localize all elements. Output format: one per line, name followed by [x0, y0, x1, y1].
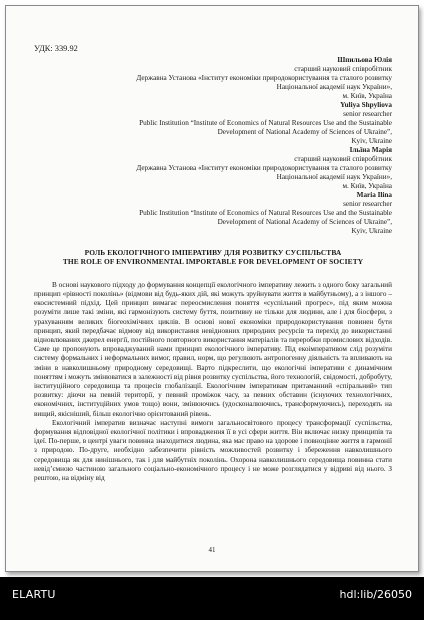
author-block: [34, 56, 392, 236]
author-position: senior researcher: [343, 110, 392, 118]
author-affiliation: Державна Установа «Інститут економіки природокористування та сталого розвитку: [136, 164, 392, 172]
author-name: Ільїна Марія: [349, 146, 392, 154]
repository-name: ELARTU: [12, 588, 56, 601]
author-name: Yuliya Shpyliova: [340, 101, 392, 109]
author-entry: [34, 101, 392, 146]
repository-footer-bar: [0, 577, 424, 620]
author-affiliation: Національної академії наук України»,: [276, 173, 392, 181]
page-number: 41: [208, 546, 216, 554]
author-affiliation: Development of National Academy of Sciences of Ukraine”,: [217, 218, 392, 226]
article-title-ukrainian: РОЛЬ ЕКОЛОГІЧНОГО ІМПЕРАТИВУ ДЛЯ РОЗВИТКУ СУСПІЛЬСТВА: [84, 248, 342, 257]
body-paragraph: В основі наукового підходу до формування концепції екологічного імперативу лежить з одного боку загальний принцип «рівності поколінь» (відмови від будь-яких дій, які можуть зруйнувати життя в майбутньому), а з іншого – екосистемний підхід. Цей принцип вимагає переосмислення поняття «суспільний прогрес», під яким можна розуміти лише такі зміни, які гармонізують систему буття, позитивну не тільки для людини, але і для біосфери, з урахуванням великих біогеохімічних циклів. В основі нової економіки природокористування повинен бути принцип, який передбачає відмову від використання невідновних природних ресурсів та перехід до використанні відновлюваних джерел енергії, постійного повторного використання матеріалів та переробки промислових відходів. Саме це пропонують впроваджуваний нами принцип екологічного імперативу. Під екоімперативом слід розуміти систему формальних і неформальних вимог, правил, норм, що регулюють антропогенну діяльність та впливають на зміни в навколишньому природному середовищі. Варто підкреслити, що екологічні імперативи є динамічним поняттям і можуть змінюватися в залежності від рівня розвитку суспільства, його технологій, свідомості, добробуту, інституційного середовища та процесів глобалізації. Екологічним імперативам притаманний «спіральний» тип розвитку: діючи на певній території, у певний проміжок часу, за певних обставин (існуючих технологічних, економічних, інституційних умов тощо) вони, змінюючись (удосконалюючись, трансформуючись), переходять на вищий, якісніший, більш екологічно орієнтований рівень.: [34, 280, 392, 418]
article-body: [34, 281, 392, 483]
author-entry: [34, 56, 392, 101]
author-affiliation: Public Institution “Institute of Economics of Natural Resources Use and the Sustainable: [139, 119, 392, 127]
author-entry: [34, 146, 392, 191]
udc-code: УДК: 339.92: [34, 44, 78, 53]
author-position: старший науковий співробітник: [294, 155, 392, 163]
author-name: Шпильова Юлія: [337, 56, 392, 64]
handle-identifier: hdl:lib/26050: [339, 588, 412, 601]
author-location: м. Київ, Україна: [342, 182, 392, 190]
body-paragraph: Екологічний імператив визначає наступні вимоги загальносвітового процесу трансформації суспільства, формування відповідної екологічної політики і впровадження її в усі сфери життя. Він включає низку принципів та ідеї. По-перше, в центрі уваги повинна знаходитися людина, яка має право на здорове і повноцінне життя в гармонії з природою. По-друге, необхідно забезпечити рівність можливостей розвитку і збереження навколишнього середовища як для нинішнього, так і для майбутніх поколінь. Охорона навколишнього середовища повинна стати невід’ємною частиною загального соціально-економічного процесу і не може розглядатися у відриві від нього. З рештою, на відміну від: [34, 418, 392, 483]
author-location: Kyiv, Ukraine: [351, 137, 392, 145]
author-position: старший науковий співробітник: [294, 65, 392, 73]
author-name: Maria Ilina: [356, 191, 392, 199]
author-affiliation: Public Institution “Institute of Economics of Natural Resources Use and the Sustainable: [139, 209, 392, 217]
author-entry: [34, 191, 392, 236]
document-page: [5, 5, 419, 572]
article-title-english: THE ROLE OF ENVIRONMENTAL IMPORTABLE FOR DEVELOPMENT OF SOCIETY: [62, 257, 364, 267]
author-position: senior researcher: [343, 200, 392, 208]
author-affiliation: Національної академії наук України»,: [276, 83, 392, 91]
article-title-block: [34, 248, 392, 267]
author-location: м. Київ, Україна: [342, 92, 392, 100]
author-location: Kyiv, Ukraine: [351, 227, 392, 235]
author-affiliation: Development of National Academy of Sciences of Ukraine”,: [217, 128, 392, 136]
page-content: [34, 32, 392, 483]
author-affiliation: Державна Установа «Інститут економіки природокористування та сталого розвитку: [136, 74, 392, 82]
